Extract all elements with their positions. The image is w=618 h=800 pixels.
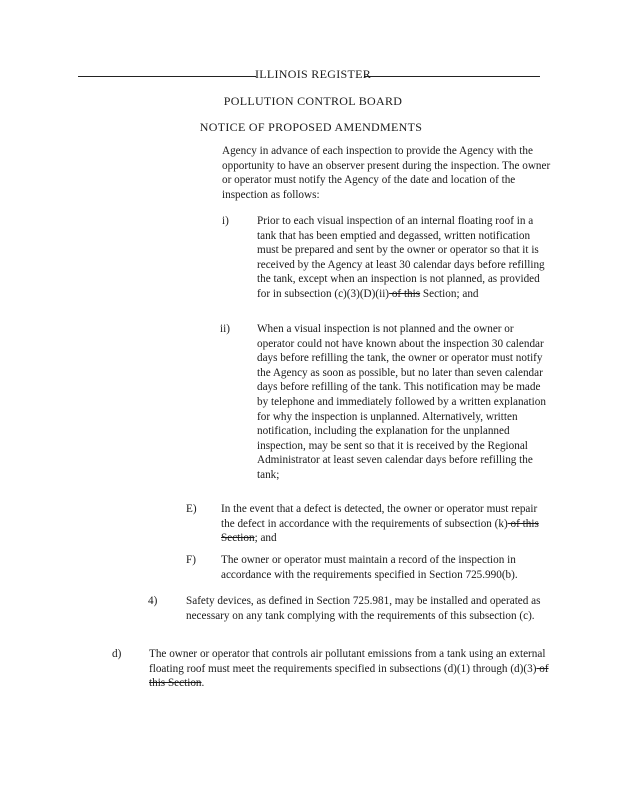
item-4-marker: 4) bbox=[148, 595, 158, 607]
item-e-marker: E) bbox=[186, 503, 197, 515]
item-ii-marker: ii) bbox=[220, 323, 230, 335]
board-title: POLLUTION CONTROL BOARD bbox=[223, 94, 403, 108]
register-title: ILLINOIS REGISTER bbox=[254, 67, 372, 81]
item-f-marker: F) bbox=[186, 554, 196, 566]
item-d-marker: d) bbox=[112, 648, 122, 660]
item-i-marker: i) bbox=[222, 215, 229, 227]
item-e-paragraph: In the event that a defect is detected, the owner or operator must repair the defect in accordance with the requirements of subsection (k) of this Section; and bbox=[221, 503, 539, 545]
item-i-struck-text: of this bbox=[389, 287, 421, 300]
item-e-struck-text: of this Section bbox=[221, 517, 539, 545]
item-ii-paragraph: When a visual inspection is not planned and the owner or operator could not have known about the inspection 30 calendar days before refilling the tank, the owner or operator must notify the Agency as soon as possible, but no later than seven calendar days before refilling of the tank. This notification may be made by telephone and immediately followed by a written explanation for why the inspection is unplanned. Alternatively, written notification, including the explanation for the unplanned inspection, may be sent so that it is received by the Regional Administrator at least seven calendar days before refilling the tank; bbox=[257, 323, 546, 481]
item-i-paragraph: Prior to each visual inspection of an internal floating roof in a tank that has been emptied and degassed, written notification must be prepared and sent by the owner or operator so that it is received by the Agency at least 30 calendar days before refilling the tank, except when an inspection is not planned, as provided for in subsection (c)(3)(D)(ii) of this Section; and bbox=[257, 215, 545, 300]
notice-title: NOTICE OF PROPOSED AMENDMENTS bbox=[199, 120, 423, 134]
item-f-paragraph: The owner or operator must maintain a record of the inspection in accordance with the requirements specified in Section 725.990(b). bbox=[221, 554, 518, 581]
item-d-paragraph: The owner or operator that controls air pollutant emissions from a tank using an external floating roof must meet the requirements specified in subsections (d)(1) through (d)(3) of this Section. bbox=[149, 648, 549, 690]
intro-paragraph: Agency in advance of each inspection to provide the Agency with the opportunity to have an observer present during the inspection. The owner or operator must notify the Agency of the date and location of the inspection as follows: bbox=[222, 145, 551, 201]
item-4-paragraph: Safety devices, as defined in Section 725.981, may be installed and operated as necessary on any tank complying with the requirements of this subsection (c). bbox=[186, 595, 541, 622]
item-d-struck-text: of this Section bbox=[149, 662, 549, 690]
